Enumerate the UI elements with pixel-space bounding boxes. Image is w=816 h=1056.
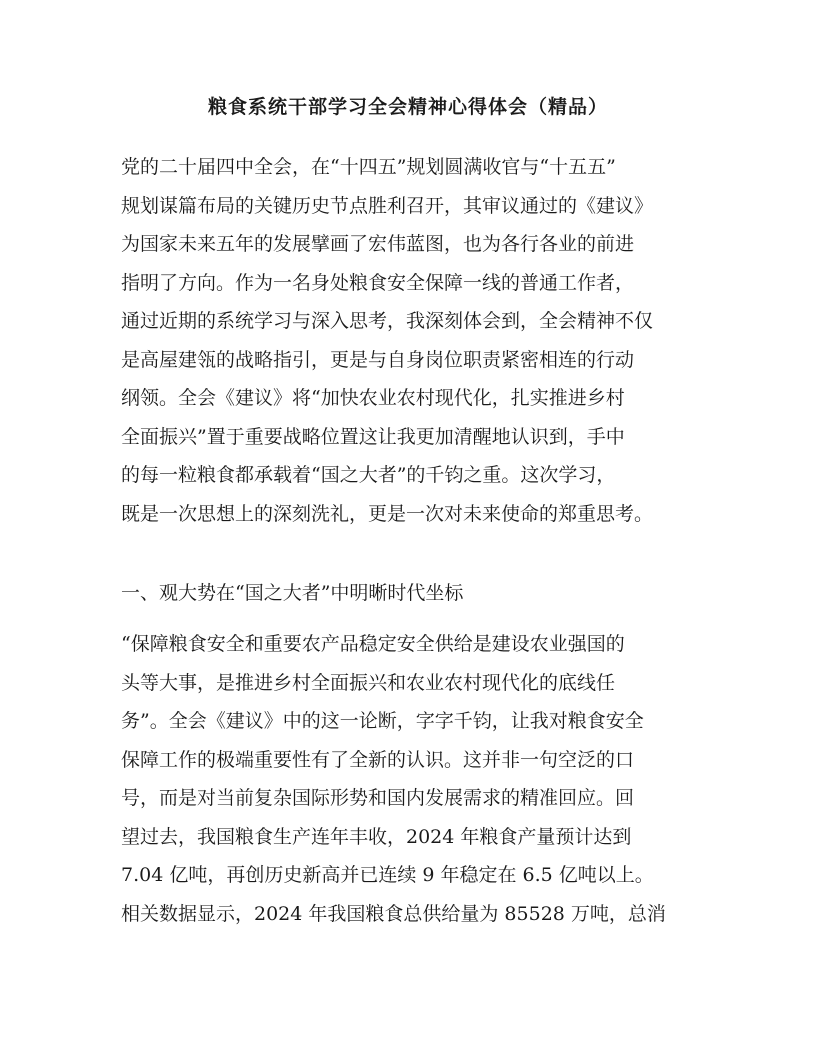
text-line: 纲领。全会《建议》将“加快农业农村现代化，扎实推进乡村 <box>121 387 625 409</box>
document-title: 粮食系统干部学习全会精神心得体会（精品） <box>207 96 608 118</box>
text-line: 既是一次思想上的深刻洗礼，更是一次对未来使命的郑重思考。 <box>121 502 654 525</box>
text-line: 相关数据显示，2024 年我国粮食总供给量为 85528 万吨，总消 <box>121 902 666 925</box>
text-line: 头等大事，是推进乡村全面振兴和农业农村现代化的底线任 <box>121 671 616 694</box>
text-line: 保障工作的极端重要性有了全新的认识。这并非一句空泛的口 <box>121 748 635 771</box>
text-line: 党的二十届四中全会，在“十四五”规划圆满收官与“十五五” <box>121 156 616 178</box>
text-line: 7.04 亿吨，再创历史新高并已连续 9 年稳定在 6.5 亿吨以上。 <box>121 864 654 886</box>
text-line: 号，而是对当前复杂国际形势和国内发展需求的精准回应。回 <box>121 787 635 809</box>
section-heading-text: 一、观大势在“国之大者”中明晰时代坐标 <box>121 582 464 604</box>
text-line: 为国家未来五年的发展擘画了宏伟蓝图，也为各行各业的前进 <box>121 233 635 255</box>
section-heading <box>121 574 701 613</box>
text-line: 指明了方向。作为一名身处粮食安全保障一线的普通工作者， <box>121 271 635 294</box>
text-line: 是高屋建瓴的战略指引，更是与自身岗位职责紧密相连的行动 <box>121 348 635 371</box>
text-line: 望过去，我国粮食生产连年丰收，2024 年粮食产量预计达到 <box>121 825 632 848</box>
text-line: 全面振兴”置于重要战略位置这让我更加清醒地认识到，手中 <box>121 425 625 448</box>
text-line: 的每一粒粮食都承载着“国之大者”的千钧之重。这次学习， <box>121 464 616 486</box>
intro-paragraph <box>121 148 701 533</box>
text-line: 通过近期的系统学习与深入思考，我深刻体会到，全会精神不仅 <box>121 310 654 332</box>
section-paragraph <box>121 625 701 933</box>
text-line: 规划谋篇布局的关键历史节点胜利召开，其审议通过的《建议》 <box>121 194 654 217</box>
text-line: “保障粮食安全和重要农产品稳定安全供给是建设农业强国的 <box>121 633 625 655</box>
text-line: 务”。全会《建议》中的这一论断，字字千钧，让我对粮食安全 <box>121 710 644 732</box>
